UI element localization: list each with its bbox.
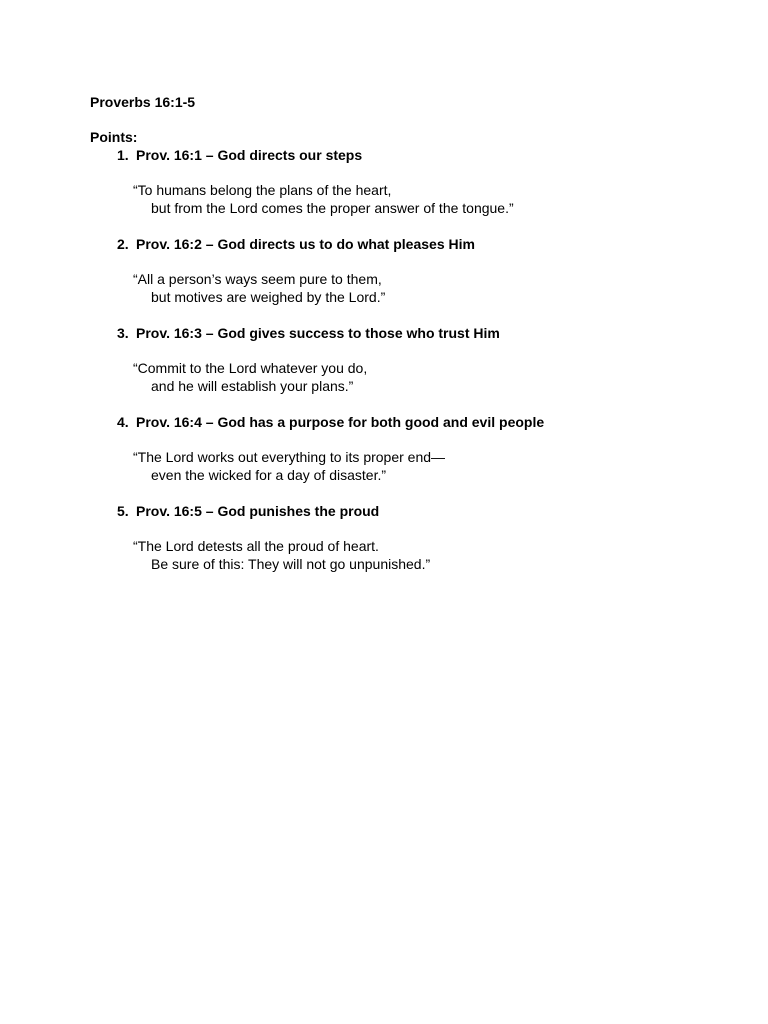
point-heading-row: [90, 413, 730, 431]
verse-line: “To humans belong the plans of the heart,: [133, 182, 392, 198]
verse-line: “The Lord detests all the proud of heart.: [133, 538, 379, 554]
verse-line: “All a person’s ways seem pure to them,: [133, 271, 382, 287]
verse-line: even the wicked for a day of disaster.”: [151, 467, 387, 483]
verse-quote: [133, 537, 730, 573]
point-number: 1.: [117, 147, 129, 163]
point-heading-row: [90, 146, 730, 164]
point-number: 3.: [117, 325, 129, 341]
point-heading: Prov. 16:4 – God has a purpose for both good and evil people: [136, 414, 545, 430]
verse-quote: [133, 448, 730, 484]
verse-quote: [133, 270, 730, 306]
point-heading-row: [90, 235, 730, 253]
verse-quote: [133, 359, 730, 395]
point-item: [90, 146, 730, 217]
points-label: Points:: [90, 129, 138, 145]
verse-line: “Commit to the Lord whatever you do,: [133, 360, 368, 376]
document-page: [90, 93, 730, 573]
point-item: [90, 324, 730, 395]
verse-line: “The Lord works out everything to its proper end—: [133, 449, 446, 465]
verse-quote: [133, 181, 730, 217]
point-number: 5.: [117, 503, 129, 519]
document-title: Proverbs 16:1-5: [90, 94, 196, 110]
verse-line: Be sure of this: They will not go unpunished.”: [151, 556, 431, 572]
verse-line: and he will establish your plans.”: [151, 378, 354, 394]
point-number: 2.: [117, 236, 129, 252]
verse-line: but from the Lord comes the proper answer of the tongue.”: [151, 200, 514, 216]
point-item: [90, 235, 730, 306]
point-number: 4.: [117, 414, 129, 430]
point-heading-row: [90, 502, 730, 520]
point-heading: Prov. 16:2 – God directs us to do what pleases Him: [136, 236, 475, 252]
point-heading: Prov. 16:1 – God directs our steps: [136, 147, 363, 163]
point-heading-row: [90, 324, 730, 342]
point-item: [90, 413, 730, 484]
points-list: [90, 146, 730, 573]
point-heading: Prov. 16:3 – God gives success to those who trust Him: [136, 325, 500, 341]
point-item: [90, 502, 730, 573]
verse-line: but motives are weighed by the Lord.”: [151, 289, 386, 305]
point-heading: Prov. 16:5 – God punishes the proud: [136, 503, 380, 519]
